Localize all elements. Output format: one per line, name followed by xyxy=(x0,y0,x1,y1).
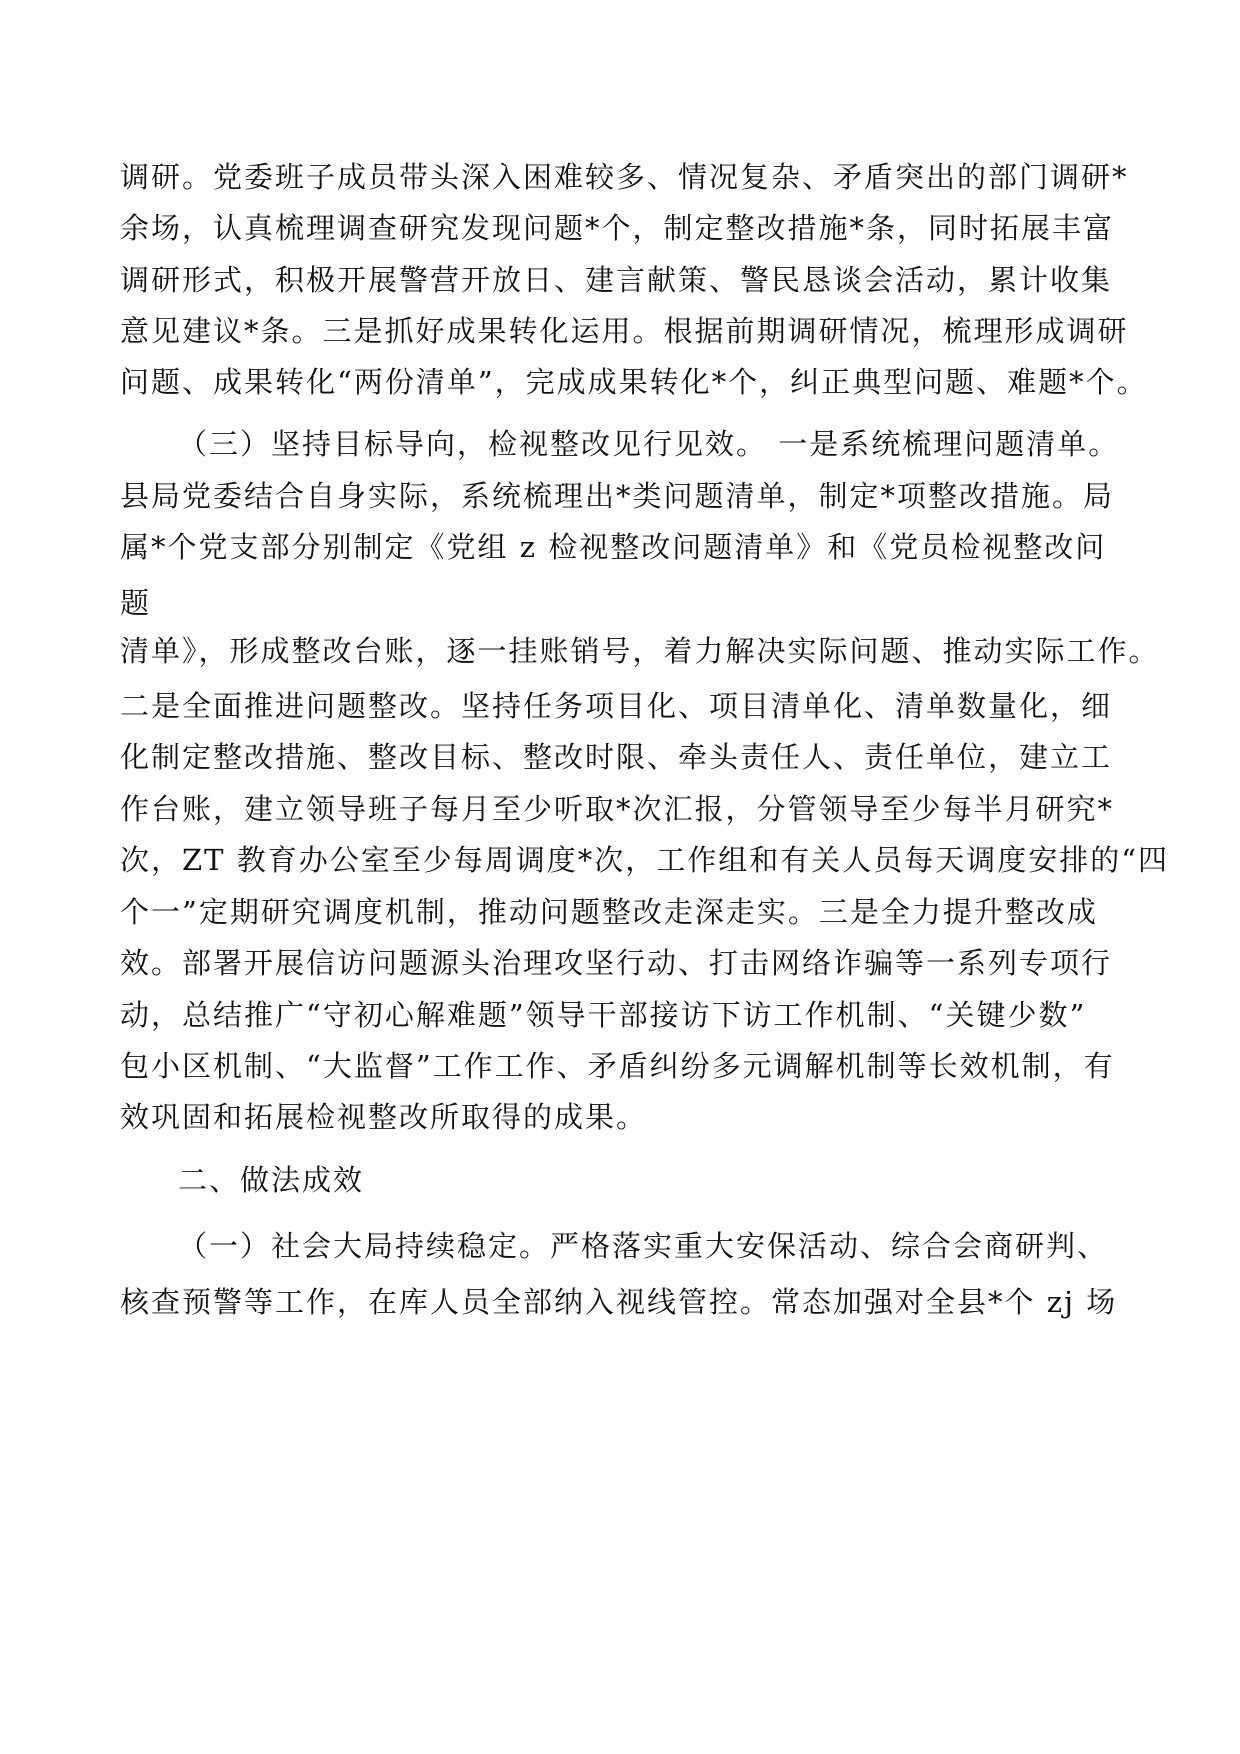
text-line: 动，总结推广“守初心解难题”领导干部接访下访工作机制、“关键少数” xyxy=(120,998,1087,1032)
text-line: 题 xyxy=(120,586,152,620)
text-line: 余场，认真梳理调查研究发现问题*个，制定整改措施*条，同时拓展丰富 xyxy=(120,211,1115,245)
text-line: 作台账，建立领导班子每月至少听取*次汇报，分管领导至少每半月研究* xyxy=(120,792,1115,826)
text-line: 清单》，形成整改台账，逐一挂账销号，着力解决实际问题、推动实际工作。 xyxy=(120,634,1160,668)
text-line: 次，ZT 教育办公室至少每周调度*次，工作组和有关人员每天调度安排的“四 xyxy=(120,843,1170,877)
text-line: 效。部署开展信访问题源头治理攻坚行动、打击网络诈骗等一系列专项行 xyxy=(120,946,1113,980)
text-line: 个一”定期研究调度机制，推动问题整改走深走实。三是全力提升整改成 xyxy=(120,895,1098,929)
text-line: 属*个党支部分别制定《党组 z 检视整改问题清单》和《党员检视整改问 xyxy=(120,530,1107,564)
text-line: 二是全面推进问题整改。坚持任务项目化、项目清单化、清单数量化，细 xyxy=(120,689,1113,723)
section-heading-1: （一）社会大局持续稳定。严格落实重大安保活动、综合会商研判、 xyxy=(178,1229,1109,1263)
text-line: 核查预警等工作，在库人员全部纳入视线管控。常态加强对全县*个 zj 场 xyxy=(120,1285,1118,1319)
text-line: 意见建议*条。三是抓好成果转化运用。根据前期调研情况，梳理形成调研 xyxy=(120,314,1129,348)
section-heading-3: （三）坚持目标导向，检视整改见行见效。 一是系统梳理问题清单。 xyxy=(178,427,1120,461)
text-line: 效巩固和拓展检视整改所取得的成果。 xyxy=(120,1100,648,1134)
text-line: 化制定整改措施、整改目标、整改时限、牵头责任人、责任单位，建立工 xyxy=(120,740,1113,774)
text-line: 问题、成果转化“两份清单”，完成成果转化*个，纠正典型问题、难题*个。 xyxy=(120,365,1148,399)
text-line: 调研形式，积极开展警营开放日、建言献策、警民恳谈会活动，累计收集 xyxy=(120,263,1113,297)
text-line: 县局党委结合自身实际，系统梳理出*类问题清单，制定*项整改措施。局 xyxy=(120,479,1115,513)
text-line: 调研。党委班子成员带头深入困难较多、情况复杂、矛盾突出的部门调研* xyxy=(120,160,1129,194)
section-heading-2: 二、做法成效 xyxy=(178,1163,365,1197)
text-line: 包小区机制、“大监督”工作工作、矛盾纠纷多元调解机制等长效机制，有 xyxy=(120,1049,1115,1083)
